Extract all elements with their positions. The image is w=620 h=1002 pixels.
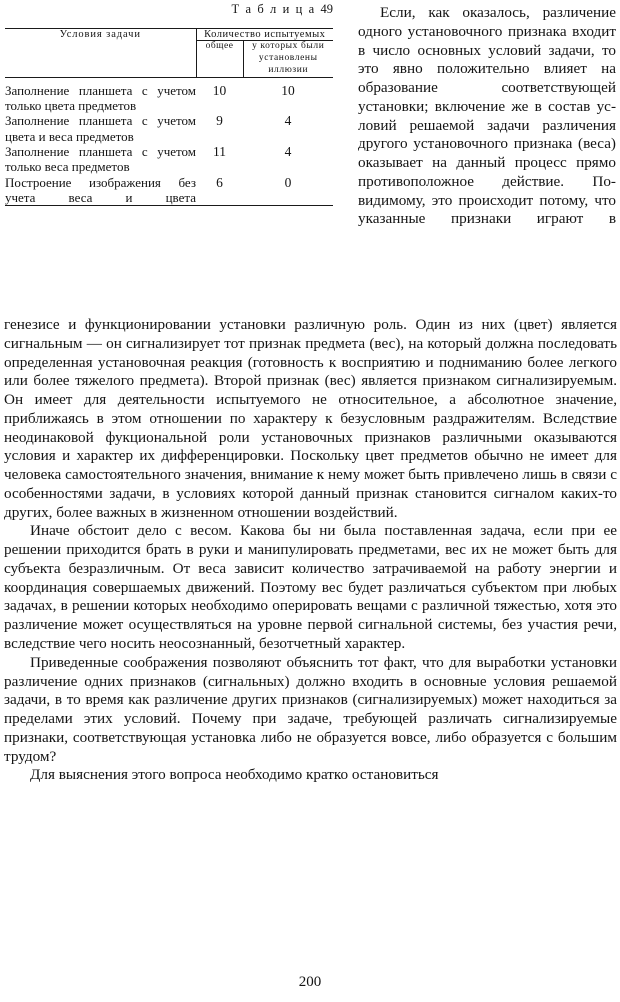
header-count-illusion: у которых были установлены иллюзии: [243, 41, 333, 78]
paragraph: Приведенные соображения позволяют объяснить тот факт, что для выработки установки различение одних признаков (сигнальных) должно входить в основные условия решаемой задачи, в то время как различение других признаков (сигнализируемых) может находиться за пределами этих условий. Почему при задаче, требующей различать сигнализируемые признаки, соответствующая установка либо не образуется вовсе, либо образуется с большим трудом?: [4, 653, 617, 765]
table-header: [5, 29, 333, 78]
body-text-zone: [4, 316, 617, 785]
table-49: [5, 28, 333, 206]
side-paragraph-text: Если, как оказалось, различение одного установочного признака входит в число основных условий задачи, то это явно положительно влияет на образование соответствующей установки; включение же в состав условий решаемой задачи различения другого установочного признака (веса) оказывает на данный процесс прямо противоположное действие. По-видимому, это происходит потому, что указанные признаки играют в: [358, 4, 616, 228]
paragraph: Для выяснения этого вопроса необходимо кратко остановиться: [30, 766, 439, 784]
row-illusion: 4: [284, 143, 292, 159]
table-caption-label: Т а б л и ц а: [231, 2, 316, 16]
row-condition: Заполнение планшета с учетом цвета и веса предметов: [5, 113, 196, 144]
row-total: 10: [212, 82, 227, 98]
header-count-group: Количество испытуемых: [196, 29, 333, 41]
table-row: [5, 113, 333, 144]
row-total: 11: [213, 143, 226, 159]
row-condition: Заполнение планшета с учетом только цвета предметов: [5, 82, 196, 113]
row-total: 6: [196, 175, 243, 206]
table-caption: [5, 2, 335, 17]
top-zone: [0, 0, 620, 318]
row-total: 9: [216, 113, 223, 129]
header-conditions: Условия задачи: [5, 29, 196, 78]
table-body: [5, 77, 333, 206]
row-condition: Заполнение планшета с учетом только веса предметов: [5, 143, 196, 175]
page-number: 200: [298, 974, 322, 990]
row-illusion: 4: [284, 113, 292, 129]
table-row: [5, 77, 333, 113]
table-row: [5, 175, 333, 206]
side-paragraph-column: [358, 4, 616, 229]
table-caption-number: 49: [320, 2, 333, 16]
row-illusion: 0: [243, 175, 333, 206]
row-illusion: 10: [281, 82, 295, 98]
table-row: [5, 144, 333, 175]
paragraph: Иначе обстоит дело с весом. Какова бы ни была поставленная задача, если при ее решении приходится брать в руки и манипулировать предметами, вес их не может быть для субъекта безразличным. От веса зависит количество затрачиваемой на работу энергии и координация совершаемых движений. Поэтому вес будет различаться субъектом при любых задачах, в решении которых необходимо оперировать вещами с различной тяжестью, хотя это различение может осуществляться на уровне первой сигнальной системы, без участия речи, вследствие чего носить неосознанный, безотчетный характер.: [4, 522, 617, 653]
header-count-total: общее: [196, 41, 243, 78]
table-header-row-top: [5, 29, 333, 41]
table-block: [5, 2, 335, 206]
paragraph-continuation: генезисе и функционировании установки различную роль. Один из них (цвет) является сигнальным — он сигнализирует тот признак предмета (вес), на который должна последовать определенная установочная реакция (готовность к восприятию и подниманию более легкого или более тяжелого предмета). Второй признак (вес) является признаком сигнализируемым. Он имеет для деятельности испытуемого не относительное, а абсолютное значение, приближаясь в этом отношении по характеру к безусловным раздражителям. Вследствие неодинаковой фукциональной роли установочных признаков различными оказываются условия и характер их дифференцировки. Поскольку цвет предметов обычно не имеет для человека самостоятельного значения, внимание к нему может быть привлечено лишь в связи с особенностями задачи, в условиях которой данный признак становится сигналом каких-то других, более важных в жизненном отношении воздействий.: [4, 316, 617, 521]
row-condition: Построение изображения без учета веса и цвета: [5, 174, 196, 205]
